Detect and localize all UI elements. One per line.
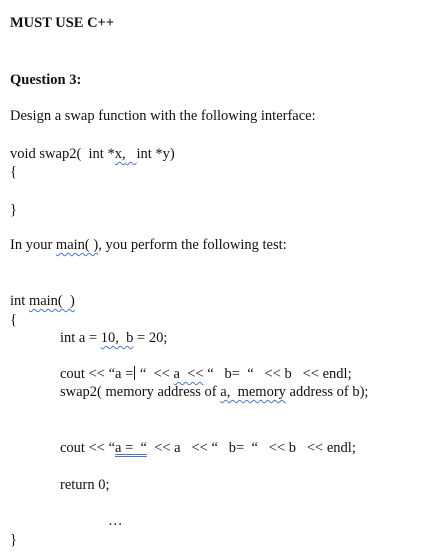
- swap-a-ref: a, memory: [220, 384, 286, 400]
- close-brace-2: }: [10, 532, 17, 548]
- prompt-text: Design a swap function with the following interface:: [10, 108, 316, 124]
- param-x: x,: [114, 146, 126, 162]
- cout1-part3: “ b= “ << b << endl;: [203, 366, 352, 382]
- decl-suffix: = 20;: [133, 330, 168, 346]
- param-gap: [126, 146, 137, 162]
- decl-prefix: int a =: [60, 330, 101, 346]
- test-intro: [10, 236, 287, 254]
- cout1-a-ref: a <<: [173, 366, 204, 382]
- main-decl: [10, 292, 75, 310]
- cout1-part1: cout << “a =: [60, 366, 134, 382]
- function-signature: [10, 145, 175, 163]
- cout2-part1: cout << “: [60, 440, 116, 456]
- cout-line-2: [60, 439, 356, 457]
- signature-prefix: void swap2( int *: [10, 146, 115, 162]
- main-ref: main( ): [55, 237, 99, 253]
- main-decl-name: main( ): [28, 293, 75, 309]
- question-label: Question 3:: [10, 72, 82, 88]
- decl-line: [60, 329, 167, 347]
- swap-line: [60, 383, 368, 401]
- test-intro-suffix: , you perform the following test:: [98, 237, 287, 253]
- cout2-a-eq: a = “: [115, 440, 147, 456]
- return-line: return 0;: [60, 477, 110, 493]
- test-intro-prefix: In your: [10, 237, 56, 253]
- close-brace-1: }: [10, 202, 17, 218]
- cout-line-1: [60, 365, 352, 383]
- swap-prefix: swap2( memory address of: [60, 384, 221, 400]
- cout1-part2: “ <<: [136, 366, 174, 382]
- heading: MUST USE C++: [10, 15, 115, 31]
- swap-suffix: address of b);: [285, 384, 369, 400]
- param-y: int *y): [136, 146, 175, 162]
- open-brace-2: {: [10, 312, 17, 328]
- main-decl-prefix: int: [10, 293, 29, 309]
- decl-values: 10, b: [100, 330, 134, 346]
- ellipsis: …: [108, 513, 123, 529]
- cout2-part2: << a << “ b= “ << b << endl;: [146, 440, 356, 456]
- open-brace-1: {: [10, 164, 17, 180]
